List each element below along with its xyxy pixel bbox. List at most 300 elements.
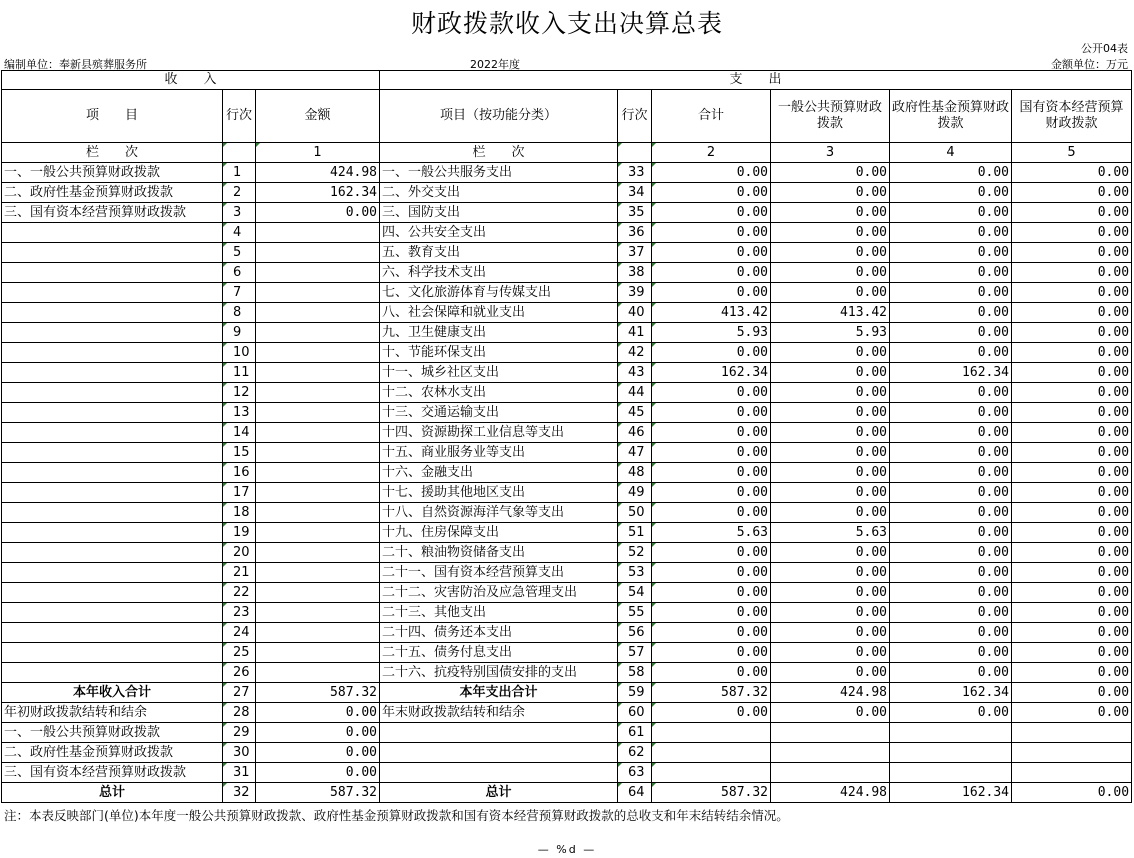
income-line-no: 8 (223, 303, 256, 323)
expense-state: 0.00 (1012, 203, 1132, 223)
income-line-no: 5 (223, 243, 256, 263)
expense-state: 0.00 (1012, 163, 1132, 183)
income-line-no: 31 (223, 763, 256, 783)
expense-line-no: 52 (618, 543, 652, 563)
expense-item: 总计 (380, 783, 618, 803)
expense-total (652, 763, 771, 783)
income-item (2, 363, 223, 383)
expense-fund: 0.00 (890, 503, 1012, 523)
expense-general: 0.00 (771, 223, 890, 243)
expense-general: 0.00 (771, 643, 890, 663)
income-item: 一、一般公共预算财政拨款 (2, 723, 223, 743)
expense-fund: 0.00 (890, 623, 1012, 643)
table-note: 注：本表反映部门(单位)本年度一般公共预算财政拨款、政府性基金预算财政拨款和国有资本经营预算财政拨款的总收支和年末结转结余情况。 (4, 808, 789, 823)
expense-fund: 162.34 (890, 363, 1012, 383)
expense-item: 六、科学技术支出 (380, 263, 618, 283)
income-amount: 0.00 (256, 723, 380, 743)
income-line-no: 20 (223, 543, 256, 563)
income-amount (256, 623, 380, 643)
expense-fund: 0.00 (890, 183, 1012, 203)
expense-line-no: 58 (618, 663, 652, 683)
table-row (2, 283, 1132, 303)
income-amount (256, 583, 380, 603)
fiscal-year: 2022年度 (470, 58, 520, 71)
expense-fund: 0.00 (890, 243, 1012, 263)
expense-general: 0.00 (771, 563, 890, 583)
expense-line-no: 48 (618, 463, 652, 483)
expense-state: 0.00 (1012, 343, 1132, 363)
expense-state: 0.00 (1012, 683, 1132, 703)
income-item: 总计 (2, 783, 223, 803)
expense-item: 九、卫生健康支出 (380, 323, 618, 343)
expense-state (1012, 743, 1132, 763)
income-item (2, 263, 223, 283)
page-number: — %d — (537, 843, 597, 856)
table-row (2, 343, 1132, 363)
expense-item: 十三、交通运输支出 (380, 403, 618, 423)
income-item: 一、一般公共预算财政拨款 (2, 163, 223, 183)
expense-total: 0.00 (652, 203, 771, 223)
expense-fund: 0.00 (890, 303, 1012, 323)
expense-section-header: 支 出 (380, 71, 1132, 90)
income-amount (256, 603, 380, 623)
expense-general: 0.00 (771, 603, 890, 623)
expense-general: 0.00 (771, 183, 890, 203)
expense-general: 0.00 (771, 703, 890, 723)
expense-line-no: 41 (618, 323, 652, 343)
income-line-no: 15 (223, 443, 256, 463)
expense-line-no: 42 (618, 343, 652, 363)
income-amount (256, 563, 380, 583)
expense-line-no: 59 (618, 683, 652, 703)
income-amount: 162.34 (256, 183, 380, 203)
expense-fund: 0.00 (890, 523, 1012, 543)
expense-state: 0.00 (1012, 543, 1132, 563)
expense-fund (890, 743, 1012, 763)
income-item (2, 403, 223, 423)
compiling-unit: 编制单位：奉新县殡葬服务所 (4, 58, 147, 71)
expense-total: 0.00 (652, 483, 771, 503)
expense-item: 十五、商业服务业等支出 (380, 443, 618, 463)
expense-state: 0.00 (1012, 663, 1132, 683)
income-amount (256, 323, 380, 343)
col-header-line: 行次 (223, 90, 256, 143)
expense-fund: 0.00 (890, 203, 1012, 223)
income-line-no: 10 (223, 343, 256, 363)
expense-fund: 0.00 (890, 463, 1012, 483)
income-amount: 0.00 (256, 763, 380, 783)
income-item: 年初财政拨款结转和结余 (2, 703, 223, 723)
expense-total (652, 723, 771, 743)
table-row (2, 183, 1132, 203)
income-item (2, 503, 223, 523)
income-section-header: 收 入 (2, 71, 380, 90)
expense-total: 0.00 (652, 443, 771, 463)
form-code: 公开04表 (1081, 42, 1128, 55)
income-item: 三、国有资本经营预算财政拨款 (2, 763, 223, 783)
income-amount (256, 543, 380, 563)
table-row (2, 623, 1132, 643)
table-row (2, 783, 1132, 803)
income-amount (256, 443, 380, 463)
expense-state (1012, 763, 1132, 783)
expense-fund (890, 763, 1012, 783)
expense-total: 0.00 (652, 283, 771, 303)
expense-total: 0.00 (652, 623, 771, 643)
table-row (2, 663, 1132, 683)
income-line-no: 26 (223, 663, 256, 683)
expense-general: 0.00 (771, 663, 890, 683)
income-line-no: 11 (223, 363, 256, 383)
income-line-no: 12 (223, 383, 256, 403)
expense-item: 二十四、债务还本支出 (380, 623, 618, 643)
table-row (2, 223, 1132, 243)
income-amount (256, 483, 380, 503)
expense-general: 0.00 (771, 403, 890, 423)
expense-state: 0.00 (1012, 483, 1132, 503)
expense-line-no: 35 (618, 203, 652, 223)
table-row (2, 583, 1132, 603)
col-header-total: 合计 (652, 90, 771, 143)
expense-line-no: 36 (618, 223, 652, 243)
expense-item: 二十、粮油物资储备支出 (380, 543, 618, 563)
income-item (2, 223, 223, 243)
expense-state: 0.00 (1012, 243, 1132, 263)
expense-state: 0.00 (1012, 323, 1132, 343)
table-row (2, 383, 1132, 403)
expense-state: 0.00 (1012, 463, 1132, 483)
expense-state: 0.00 (1012, 563, 1132, 583)
income-line-no: 25 (223, 643, 256, 663)
expense-general: 0.00 (771, 283, 890, 303)
expense-line-no: 43 (618, 363, 652, 383)
expense-total: 0.00 (652, 563, 771, 583)
col-header-fund: 政府性基金预算财政拨款 (890, 90, 1012, 143)
expense-state: 0.00 (1012, 583, 1132, 603)
expense-item: 三、国防支出 (380, 203, 618, 223)
index-label: 栏 次 (2, 143, 223, 163)
income-item: 三、国有资本经营预算财政拨款 (2, 203, 223, 223)
expense-state: 0.00 (1012, 643, 1132, 663)
expense-state: 0.00 (1012, 503, 1132, 523)
expense-item: 十六、金融支出 (380, 463, 618, 483)
income-line-no: 1 (223, 163, 256, 183)
expense-item: 十、节能环保支出 (380, 343, 618, 363)
income-line-no: 29 (223, 723, 256, 743)
income-item (2, 523, 223, 543)
income-item: 二、政府性基金预算财政拨款 (2, 743, 223, 763)
expense-line-no: 33 (618, 163, 652, 183)
income-line-no: 14 (223, 423, 256, 443)
expense-fund: 162.34 (890, 783, 1012, 803)
expense-total: 0.00 (652, 343, 771, 363)
income-amount (256, 343, 380, 363)
income-amount (256, 503, 380, 523)
table-row (2, 363, 1132, 383)
expense-line-no: 54 (618, 583, 652, 603)
expense-fund: 0.00 (890, 643, 1012, 663)
expense-state: 0.00 (1012, 423, 1132, 443)
expense-item: 本年支出合计 (380, 683, 618, 703)
expense-general: 0.00 (771, 243, 890, 263)
col-header-func-item: 项目（按功能分类） (380, 90, 618, 143)
col-header-line2: 行次 (618, 90, 652, 143)
expense-line-no: 50 (618, 503, 652, 523)
income-amount (256, 383, 380, 403)
income-amount (256, 463, 380, 483)
expense-item: 五、教育支出 (380, 243, 618, 263)
income-amount: 424.98 (256, 163, 380, 183)
expense-line-no: 38 (618, 263, 652, 283)
index-blank-2 (618, 143, 652, 163)
income-line-no: 27 (223, 683, 256, 703)
expense-general: 413.42 (771, 303, 890, 323)
expense-state: 0.00 (1012, 783, 1132, 803)
expense-item: 二十三、其他支出 (380, 603, 618, 623)
expense-fund: 162.34 (890, 683, 1012, 703)
expense-total: 5.63 (652, 523, 771, 543)
income-amount (256, 643, 380, 663)
expense-item (380, 743, 618, 763)
income-line-no: 16 (223, 463, 256, 483)
income-amount (256, 363, 380, 383)
income-line-no: 28 (223, 703, 256, 723)
expense-general: 0.00 (771, 383, 890, 403)
income-amount: 0.00 (256, 703, 380, 723)
expense-line-no: 46 (618, 423, 652, 443)
expense-state: 0.00 (1012, 183, 1132, 203)
table-row (2, 543, 1132, 563)
expense-total: 0.00 (652, 263, 771, 283)
expense-state: 0.00 (1012, 383, 1132, 403)
expense-fund: 0.00 (890, 163, 1012, 183)
income-amount (256, 283, 380, 303)
income-item (2, 623, 223, 643)
expense-fund: 0.00 (890, 423, 1012, 443)
expense-item: 一、一般公共服务支出 (380, 163, 618, 183)
income-item (2, 643, 223, 663)
expense-line-no: 53 (618, 563, 652, 583)
expense-total: 0.00 (652, 223, 771, 243)
expense-line-no: 56 (618, 623, 652, 643)
expense-general: 0.00 (771, 343, 890, 363)
income-item (2, 323, 223, 343)
expense-total: 0.00 (652, 423, 771, 443)
expense-item: 八、社会保障和就业支出 (380, 303, 618, 323)
expense-line-no: 39 (618, 283, 652, 303)
expense-general: 0.00 (771, 483, 890, 503)
expense-item: 十二、农林水支出 (380, 383, 618, 403)
expense-fund: 0.00 (890, 403, 1012, 423)
expense-line-no: 51 (618, 523, 652, 543)
income-amount (256, 243, 380, 263)
income-item (2, 463, 223, 483)
expense-general: 0.00 (771, 203, 890, 223)
table-row (2, 503, 1132, 523)
table-row (2, 423, 1132, 443)
expense-fund: 0.00 (890, 703, 1012, 723)
expense-fund: 0.00 (890, 323, 1012, 343)
table-row (2, 243, 1132, 263)
expense-fund: 0.00 (890, 383, 1012, 403)
expense-fund: 0.00 (890, 343, 1012, 363)
amount-unit: 金额单位：万元 (1051, 58, 1128, 71)
col-header-amount: 金额 (256, 90, 380, 143)
table-row (2, 483, 1132, 503)
expense-item: 二十一、国有资本经营预算支出 (380, 563, 618, 583)
income-amount: 0.00 (256, 203, 380, 223)
expense-general: 424.98 (771, 683, 890, 703)
expense-total: 0.00 (652, 663, 771, 683)
income-item (2, 243, 223, 263)
table-row (2, 523, 1132, 543)
expense-item: 二十六、抗疫特别国债安排的支出 (380, 663, 618, 683)
expense-state: 0.00 (1012, 443, 1132, 463)
expense-line-no: 45 (618, 403, 652, 423)
expense-total: 5.93 (652, 323, 771, 343)
expense-general: 5.63 (771, 523, 890, 543)
col-header-state: 国有资本经营预算财政拨款 (1012, 90, 1132, 143)
table-row (2, 443, 1132, 463)
expense-total: 587.32 (652, 683, 771, 703)
expense-line-no: 57 (618, 643, 652, 663)
table-row (2, 603, 1132, 623)
table-row (2, 403, 1132, 423)
expense-line-no: 37 (618, 243, 652, 263)
expense-item: 二十五、债务付息支出 (380, 643, 618, 663)
table-row (2, 203, 1132, 223)
table-row (2, 683, 1132, 703)
expense-general: 0.00 (771, 363, 890, 383)
income-amount: 587.32 (256, 783, 380, 803)
expense-general: 0.00 (771, 263, 890, 283)
table-row (2, 643, 1132, 663)
expense-total: 413.42 (652, 303, 771, 323)
income-line-no: 21 (223, 563, 256, 583)
index-5: 5 (1012, 143, 1132, 163)
income-item (2, 303, 223, 323)
income-item: 二、政府性基金预算财政拨款 (2, 183, 223, 203)
income-amount (256, 663, 380, 683)
expense-item: 七、文化旅游体育与传媒支出 (380, 283, 618, 303)
expense-item (380, 723, 618, 743)
income-line-no: 7 (223, 283, 256, 303)
expense-total: 0.00 (652, 383, 771, 403)
income-item (2, 603, 223, 623)
index-4: 4 (890, 143, 1012, 163)
expense-line-no: 47 (618, 443, 652, 463)
table-row (2, 703, 1132, 723)
income-amount (256, 223, 380, 243)
page-title: 财政拨款收入支出决算总表 (410, 9, 723, 38)
income-line-no: 9 (223, 323, 256, 343)
expense-state: 0.00 (1012, 303, 1132, 323)
expense-fund: 0.00 (890, 263, 1012, 283)
income-item (2, 383, 223, 403)
expense-fund: 0.00 (890, 543, 1012, 563)
expense-total: 0.00 (652, 583, 771, 603)
income-amount (256, 303, 380, 323)
table-row (2, 263, 1132, 283)
table-row (2, 463, 1132, 483)
expense-line-no: 44 (618, 383, 652, 403)
income-item (2, 443, 223, 463)
income-line-no: 2 (223, 183, 256, 203)
income-line-no: 18 (223, 503, 256, 523)
expense-line-no: 63 (618, 763, 652, 783)
expense-state: 0.00 (1012, 403, 1132, 423)
col-header-item: 项 目 (2, 90, 223, 143)
expense-state: 0.00 (1012, 703, 1132, 723)
income-amount (256, 423, 380, 443)
expense-state (1012, 723, 1132, 743)
income-item (2, 283, 223, 303)
expense-fund: 0.00 (890, 223, 1012, 243)
index-1: 1 (256, 143, 380, 163)
table-row (2, 163, 1132, 183)
table-row (2, 723, 1132, 743)
income-amount (256, 263, 380, 283)
expense-total: 0.00 (652, 643, 771, 663)
expense-total: 0.00 (652, 243, 771, 263)
expense-total: 0.00 (652, 403, 771, 423)
expense-total: 0.00 (652, 183, 771, 203)
expense-total: 0.00 (652, 463, 771, 483)
expense-item: 十七、援助其他地区支出 (380, 483, 618, 503)
index-2: 2 (652, 143, 771, 163)
expense-item: 二、外交支出 (380, 183, 618, 203)
expense-state: 0.00 (1012, 603, 1132, 623)
income-line-no: 6 (223, 263, 256, 283)
income-item (2, 543, 223, 563)
expense-total: 0.00 (652, 603, 771, 623)
expense-item: 二十二、灾害防治及应急管理支出 (380, 583, 618, 603)
expense-line-no: 61 (618, 723, 652, 743)
income-item (2, 343, 223, 363)
expense-fund (890, 723, 1012, 743)
income-item (2, 663, 223, 683)
expense-item: 十一、城乡社区支出 (380, 363, 618, 383)
expense-item: 十九、住房保障支出 (380, 523, 618, 543)
expense-general (771, 723, 890, 743)
table-row (2, 303, 1132, 323)
index-blank (223, 143, 256, 163)
expense-item (380, 763, 618, 783)
expense-state: 0.00 (1012, 223, 1132, 243)
expense-total: 0.00 (652, 503, 771, 523)
expense-total: 587.32 (652, 783, 771, 803)
income-line-no: 4 (223, 223, 256, 243)
expense-general (771, 743, 890, 763)
table-row (2, 323, 1132, 343)
expense-line-no: 34 (618, 183, 652, 203)
expense-general: 5.93 (771, 323, 890, 343)
expense-total: 162.34 (652, 363, 771, 383)
income-line-no: 19 (223, 523, 256, 543)
expense-general: 0.00 (771, 503, 890, 523)
expense-fund: 0.00 (890, 663, 1012, 683)
expense-line-no: 55 (618, 603, 652, 623)
expense-item: 四、公共安全支出 (380, 223, 618, 243)
income-amount: 0.00 (256, 743, 380, 763)
expense-general: 0.00 (771, 463, 890, 483)
expense-item: 年末财政拨款结转和结余 (380, 703, 618, 723)
expense-line-no: 40 (618, 303, 652, 323)
expense-item: 十八、自然资源海洋气象等支出 (380, 503, 618, 523)
income-item (2, 583, 223, 603)
expense-line-no: 62 (618, 743, 652, 763)
expense-general: 0.00 (771, 583, 890, 603)
